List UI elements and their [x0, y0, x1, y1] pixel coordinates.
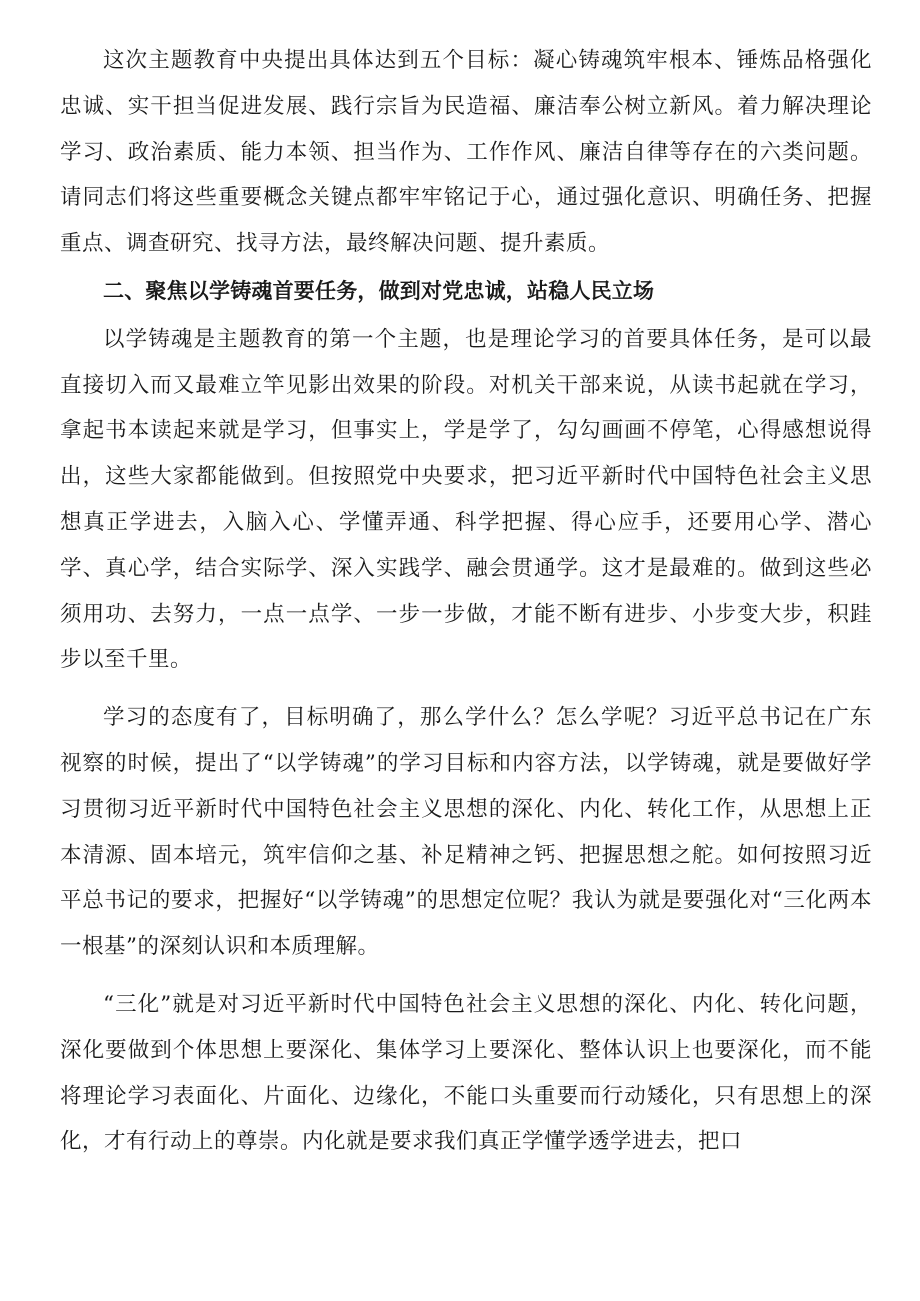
- paragraph-three-transformations: “三化”就是对习近平新时代中国特色社会主义思想的深化、内化、转化问题，深化要做到个体思想上要深化、集体学习上要深化、整体认识上也要深化，而不能将理论学习表面化、片面化、边缘化，不能口头重要而行动矮化，只有思想上的深化，才有行动上的尊崇。内化就是要求我们真正学懂学透学进去，把口: [60, 991, 872, 1155]
- paragraph-goals: 这次主题教育中央提出具体达到五个目标：凝心铸魂筑牢根本、锤炼品格强化忠诚、实干担当促进发展、践行宗旨为民造福、廉洁奉公树立新风。着力解决理论学习、政治素质、能力本领、担当作为、工作作风、廉洁自律等存在的六类问题。请同志们将这些重要概念关键点都牢牢铭记于心，通过强化意识、明确任务、把握重点、调查研究、找寻方法，最终解决问题、提升素质。: [60, 48, 872, 257]
- spacer: [60, 970, 872, 982]
- spacer: [60, 683, 872, 695]
- document-page: [60, 38, 872, 1165]
- paragraph-what-to-learn: 学习的态度有了，目标明确了，那么学什么？怎么学呢？习近平总书记在广东视察的时候，提出了“以学铸魂”的学习目标和内容方法，以学铸魂，就是要做好学习贯彻习近平新时代中国特色社会主义思想的深化、内化、转化工作，从思想上正本清源、固本培元，筑牢信仰之基、补足精神之钙、把握思想之舵。如何按照习近平总书记的要求，把握好“以学铸魂”的思想定位呢？我认为就是要强化对“三化两本一根基”的深刻认识和本质理解。: [60, 705, 872, 960]
- section-heading-2: 二、聚焦以学铸魂首要任务，做到对党忠诚，站稳人民立场: [103, 278, 655, 303]
- paragraph-study-soul: 以学铸魂是主题教育的第一个主题，也是理论学习的首要具体任务，是可以最直接切入而又最难立竿见影出效果的阶段。对机关干部来说，从读书起就在学习，拿起书本读起来就是学习，但事实上，学是学了，勾勾画画不停笔，心得感想说得出，这些大家都能做到。但按照党中央要求，把习近平新时代中国特色社会主义思想真正学进去，入脑入心、学懂弄通、科学把握、得心应手，还要用心学、潜心学、真心学，结合实际学、深入实践学、融会贯通学。这才是最难的。做到这些必须用功、去努力，一点一点学、一步一步做，才能不断有进步、小步变大步，积跬步以至千里。: [60, 326, 872, 673]
